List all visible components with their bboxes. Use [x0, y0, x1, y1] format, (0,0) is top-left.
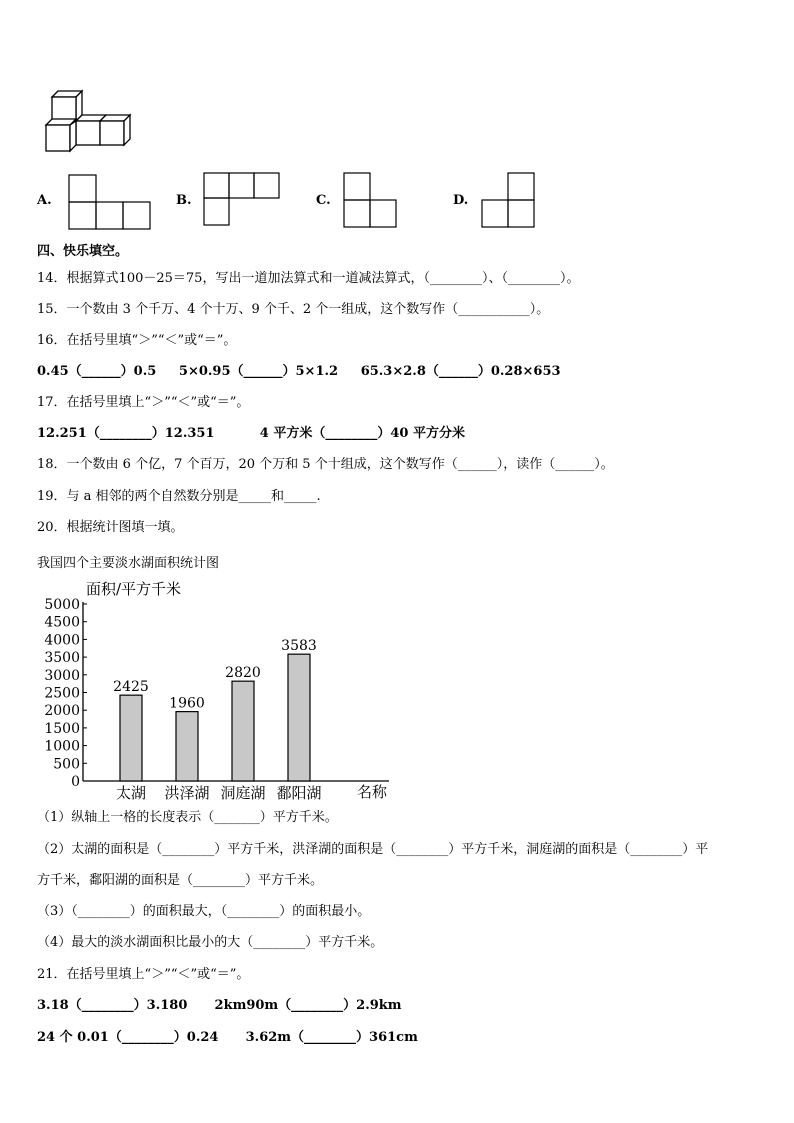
option-d-figure: [481, 172, 537, 230]
question-19: 19．与 a 相邻的两个自然数分别是_____和_____.: [37, 489, 321, 504]
question-21-items-2: 24 个 0.01（________）0.24 3.62m（________）361cm: [37, 1030, 418, 1045]
bar: [176, 712, 198, 781]
y-tick-label: 2500: [44, 685, 80, 702]
question-20-2b: 方千米，鄱阳湖的面积是（________）平方千米。: [37, 873, 324, 888]
option-a-figure: [68, 174, 152, 230]
y-tick-label: 3500: [44, 650, 80, 667]
question-20: 20．根据统计图填一填。: [37, 520, 184, 535]
option-d-label: D.: [453, 193, 469, 208]
option-b-label: B.: [176, 193, 192, 208]
bar: [288, 654, 310, 781]
y-tick-label: 0: [71, 774, 80, 790]
x-axis-label: 名称: [357, 783, 388, 801]
section-heading: 四、快乐填空。: [37, 244, 129, 259]
question-17-items: 12.251（________）12.351 4 平方米（________）40 平方分米: [37, 426, 465, 441]
y-tick-label: 500: [53, 756, 80, 773]
question-20-1: （1）纵轴上一格的长度表示（_______）平方千米。: [37, 810, 338, 825]
bar-chart: [37, 578, 397, 803]
option-a-label: A.: [37, 193, 52, 208]
question-14: 14．根据算式100－25＝75，写出一道加法算式和一道减法算式，（________）、（________）。: [37, 271, 580, 286]
question-21-items-1: 3.18（________）3.180 2km90m（________）2.9km: [37, 998, 402, 1013]
category-label: 鄱阳湖: [276, 784, 322, 802]
y-tick-label: 3000: [44, 667, 80, 684]
cube-figure: [40, 85, 140, 155]
bar-value-label: 2425: [113, 679, 149, 696]
question-20-2a: （2）太湖的面积是（________）平方千米，洪泽湖的面积是（________）平方千米，洞庭湖的面积是（________）平: [37, 842, 709, 857]
question-18: 18．一个数由 6 个亿，7 个百万，20 个万和 5 个十组成，这个数写作（______），读作（______）。: [37, 457, 614, 472]
question-15: 15．一个数由 3 个千万、4 个十万、9 个千、2 个一组成，这个数写作（___________）。: [37, 302, 550, 317]
y-tick-label: 4500: [44, 614, 80, 631]
question-16-items: 0.45（______）0.5 5×0.95（______）5×1.2 65.3×2.8（______）0.28×653: [37, 364, 561, 379]
question-17: 17．在括号里填上“＞”“＜”或“＝”。: [37, 395, 250, 410]
y-tick-label: 1000: [44, 738, 80, 755]
question-20-3: （3）（________）的面积最大，（________）的面积最小。: [37, 904, 371, 919]
bar: [232, 681, 254, 781]
y-tick-label: 5000: [44, 597, 80, 613]
bar: [120, 695, 142, 781]
y-tick-label: 4000: [44, 632, 80, 649]
y-tick-label: 1500: [44, 720, 80, 737]
bar-value-label: 3583: [281, 638, 317, 655]
option-b-figure: [203, 172, 287, 228]
category-label: 洪泽湖: [164, 784, 210, 802]
bar-value-label: 2820: [225, 665, 261, 682]
bar-value-label: 1960: [169, 695, 205, 712]
category-label: 洞庭湖: [220, 784, 266, 802]
y-tick-label: 2000: [44, 703, 80, 720]
chart-title: 我国四个主要淡水湖面积统计图: [37, 556, 220, 571]
y-axis-label: 面积/平方千米: [86, 580, 182, 598]
question-20-4: （4）最大的淡水湖面积比最小的大（________）平方千米。: [37, 935, 384, 950]
question-21: 21．在括号里填上“＞”“＜”或“＝”。: [37, 967, 250, 982]
category-label: 太湖: [115, 784, 147, 802]
option-c-figure: [343, 172, 401, 230]
option-c-label: C.: [316, 193, 331, 208]
question-16: 16．在括号里填“＞”“＜”或“＝”。: [37, 333, 237, 348]
